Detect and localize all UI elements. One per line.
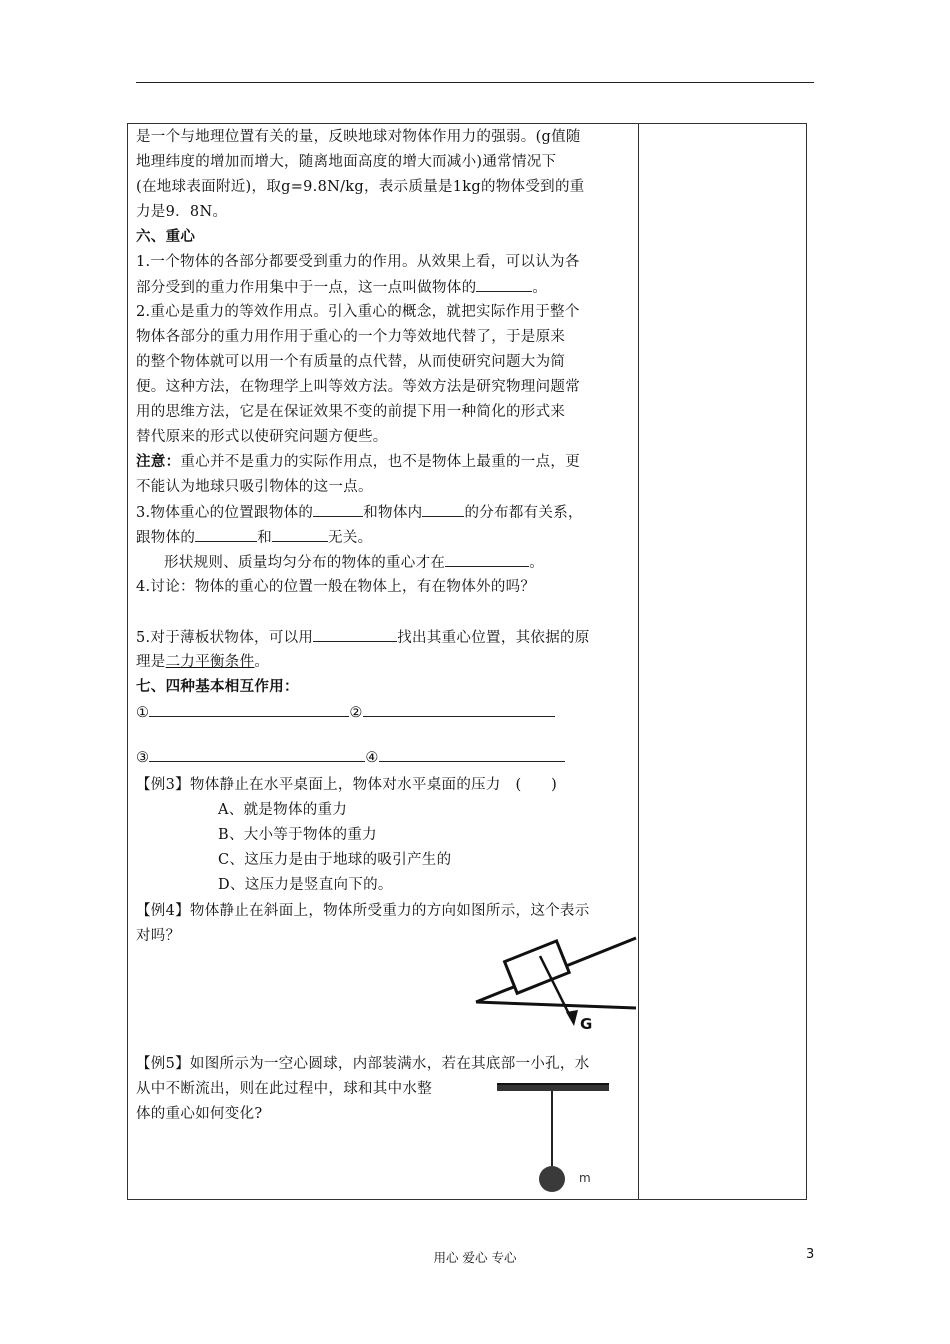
- blank-marker: ①: [136, 705, 150, 721]
- table-column-divider: [638, 123, 639, 1200]
- text-fragment: 3.物体重心的位置跟物体的: [136, 505, 314, 521]
- text-fragment: 和: [257, 530, 273, 546]
- fill-blank[interactable]: [149, 702, 349, 717]
- text-fragment: 的分布都有关系，: [464, 505, 583, 521]
- text-line: [136, 527, 372, 548]
- text-line: 不能认为地球只吸引物体的这一点。: [136, 479, 373, 495]
- pendulum-figure: [495, 1080, 615, 1200]
- text-line: [136, 627, 590, 648]
- fill-blank[interactable]: [149, 747, 365, 762]
- mass-label: m: [579, 1171, 591, 1185]
- ball-shape: [539, 1166, 565, 1192]
- page-footer: 用心 爱心 专心: [433, 1250, 517, 1265]
- ground-line: [476, 1002, 636, 1008]
- header-rule: [136, 82, 814, 83]
- fill-blank[interactable]: [272, 527, 328, 542]
- text-line: 是一个与地理位置有关的量，反映地球对物体作用力的强弱。(g值随: [136, 129, 581, 145]
- note-label: 注意：: [136, 453, 181, 470]
- fill-blank[interactable]: [313, 502, 363, 517]
- text-fragment: 跟物体的: [136, 530, 196, 546]
- fill-blank[interactable]: [422, 502, 464, 517]
- blank-marker: ③: [136, 750, 150, 766]
- fill-blank[interactable]: [445, 552, 529, 567]
- text-line: 地理纬度的增加而增大，随离地面高度的增大而减小)通常情况下: [136, 154, 557, 170]
- answer-option[interactable]: D、这压力是竖直向下的。: [218, 877, 393, 893]
- text-fragment: 。: [529, 555, 545, 571]
- text-fragment: 找出其重心位置，其依据的原: [397, 630, 590, 646]
- fill-blank[interactable]: [363, 702, 555, 717]
- text-fragment: 部分受到的重力作用集中于一点，这一点叫做物体的: [136, 280, 477, 296]
- text-fragment: 和物体内: [363, 505, 423, 521]
- blank-marker: ②: [349, 705, 363, 721]
- page-number: 3: [806, 1247, 815, 1262]
- fill-blank[interactable]: [476, 277, 532, 292]
- blank-marker: ④: [365, 750, 379, 766]
- text-line: 力是9．8N。: [136, 204, 228, 220]
- text-fragment: 重心并不是重力的实际作用点，也不是物体上最重的一点，更: [180, 454, 581, 470]
- gravity-label: G: [580, 1015, 593, 1033]
- underlined-answer: 二力平衡条件: [165, 654, 255, 670]
- answer-option[interactable]: B、大小等于物体的重力: [218, 827, 377, 843]
- question-stem: 【例3】物体静止在水平桌面上，物体对水平桌面的压力 ( ): [136, 777, 558, 793]
- text-line: 4.讨论：物体的重心的位置一般在物体上，有在物体外的吗？: [136, 579, 536, 595]
- text-fragment: 5.对于薄板状物体，可以用: [136, 630, 314, 646]
- answer-option[interactable]: C、这压力是由于地球的吸引产生的: [218, 852, 452, 868]
- text-line: [136, 652, 269, 672]
- answer-option[interactable]: A、就是物体的重力: [218, 802, 348, 818]
- text-fragment: 无关。: [328, 530, 373, 546]
- text-line: [136, 277, 547, 298]
- question-stem: 从中不断流出，则在此过程中，球和其中水整: [136, 1081, 432, 1097]
- question-stem: 【例5】如图所示为一空心圆球，内部装满水，若在其底部一小孔，水: [136, 1056, 590, 1072]
- text-line: 2.重心是重力的等效作用点。引入重心的概念，就把实际作用于整个: [136, 304, 580, 320]
- text-fragment: 理是: [136, 654, 166, 670]
- section-heading: 六、重心: [136, 228, 196, 245]
- fill-blank[interactable]: [313, 627, 397, 642]
- fill-blank[interactable]: [379, 747, 565, 762]
- note-line: [136, 452, 580, 472]
- text-line: 替代原来的形式以使研究问题方便些。: [136, 429, 388, 445]
- question-stem: 体的重心如何变化?: [136, 1106, 263, 1122]
- text-line: 1.一个物体的各部分都要受到重力的作用。从效果上看，可以认为各: [136, 254, 580, 270]
- text-fragment: 。: [254, 654, 270, 670]
- question-stem: 【例4】物体静止在斜面上，物体所受重力的方向如图所示，这个表示: [136, 903, 590, 919]
- text-line: (在地球表面附近)，取g=9.8N/kg，表示质量是1kg的物体受到的重: [136, 179, 585, 195]
- block-shape: [505, 941, 570, 993]
- text-fragment: 。: [532, 280, 548, 296]
- gravity-arrow-head: [566, 1010, 578, 1026]
- section-heading: 七、四种基本相互作用：: [136, 678, 299, 695]
- text-fragment: 形状规则、质量均匀分布的物体的重心才在: [164, 555, 446, 571]
- text-line: 的整个物体就可以用一个有质量的点代替，从而使研究问题大为简: [136, 354, 566, 370]
- text-line: 用的思维方法，它是在保证效果不变的前提下用一种简化的形式来: [136, 404, 566, 420]
- text-line: 物体各部分的重力用作用于重心的一个力等效地代替了，于是原来: [136, 329, 566, 345]
- ceiling-bar: [497, 1084, 609, 1091]
- question-stem: 对吗？: [136, 928, 181, 944]
- text-line: [136, 702, 555, 723]
- text-line: 便。这种方法，在物理学上叫等效方法。等效方法是研究物理问题常: [136, 379, 580, 395]
- text-line: [164, 552, 544, 573]
- text-line: [136, 502, 583, 523]
- incline-figure: [470, 928, 638, 1038]
- fill-blank[interactable]: [195, 527, 257, 542]
- text-line: [136, 747, 565, 768]
